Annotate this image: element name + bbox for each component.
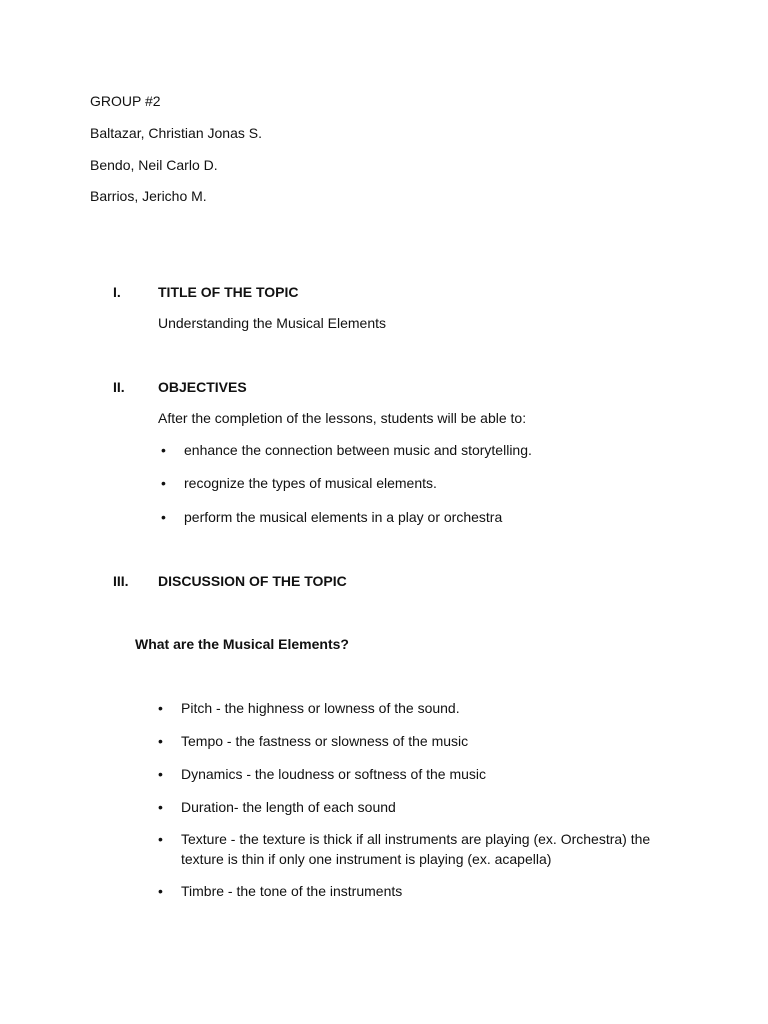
element-item: Timbre - the tone of the instruments [181, 883, 403, 899]
bullet-icon: • [158, 766, 163, 782]
bullet-icon: • [158, 799, 163, 815]
bullet-icon: • [158, 700, 163, 716]
bullet-icon: • [161, 442, 166, 458]
element-item: Duration- the length of each sound [181, 799, 396, 815]
section-body: Understanding the Musical Elements [158, 315, 387, 331]
section-heading: TITLE OF THE TOPIC [158, 284, 299, 300]
objective-item: perform the musical elements in a play or orchestra [184, 509, 503, 525]
objective-item: recognize the types of musical elements. [184, 475, 437, 491]
member-name: Baltazar, Christian Jonas S. [90, 125, 262, 141]
element-item: Pitch - the highness or lowness of the sound. [181, 700, 460, 716]
section-numeral: I. [113, 284, 121, 300]
section-subheading: What are the Musical Elements? [135, 636, 349, 652]
bullet-icon: • [158, 733, 163, 749]
element-item: Texture - the texture is thick if all instruments are playing (ex. Orchestra) the texture is thin if only one instrument is playing (ex. acapella) [181, 831, 651, 867]
element-item: Dynamics - the loudness or softness of the music [181, 766, 487, 782]
bullet-icon: • [158, 883, 163, 899]
bullet-icon: • [161, 475, 166, 491]
section-numeral: III. [113, 573, 129, 589]
section-heading: DISCUSSION OF THE TOPIC [158, 573, 347, 589]
group-label: GROUP #2 [90, 93, 161, 109]
bullet-icon: • [161, 509, 166, 525]
member-name: Bendo, Neil Carlo D. [90, 157, 218, 173]
member-name: Barrios, Jericho M. [90, 188, 207, 204]
section-intro: After the completion of the lessons, students will be able to: [158, 410, 527, 426]
element-item: Tempo - the fastness or slowness of the music [181, 733, 469, 749]
bullet-icon: • [158, 831, 163, 847]
objective-item: enhance the connection between music and storytelling. [184, 442, 532, 458]
section-numeral: II. [113, 379, 125, 395]
section-heading: OBJECTIVES [158, 379, 247, 395]
